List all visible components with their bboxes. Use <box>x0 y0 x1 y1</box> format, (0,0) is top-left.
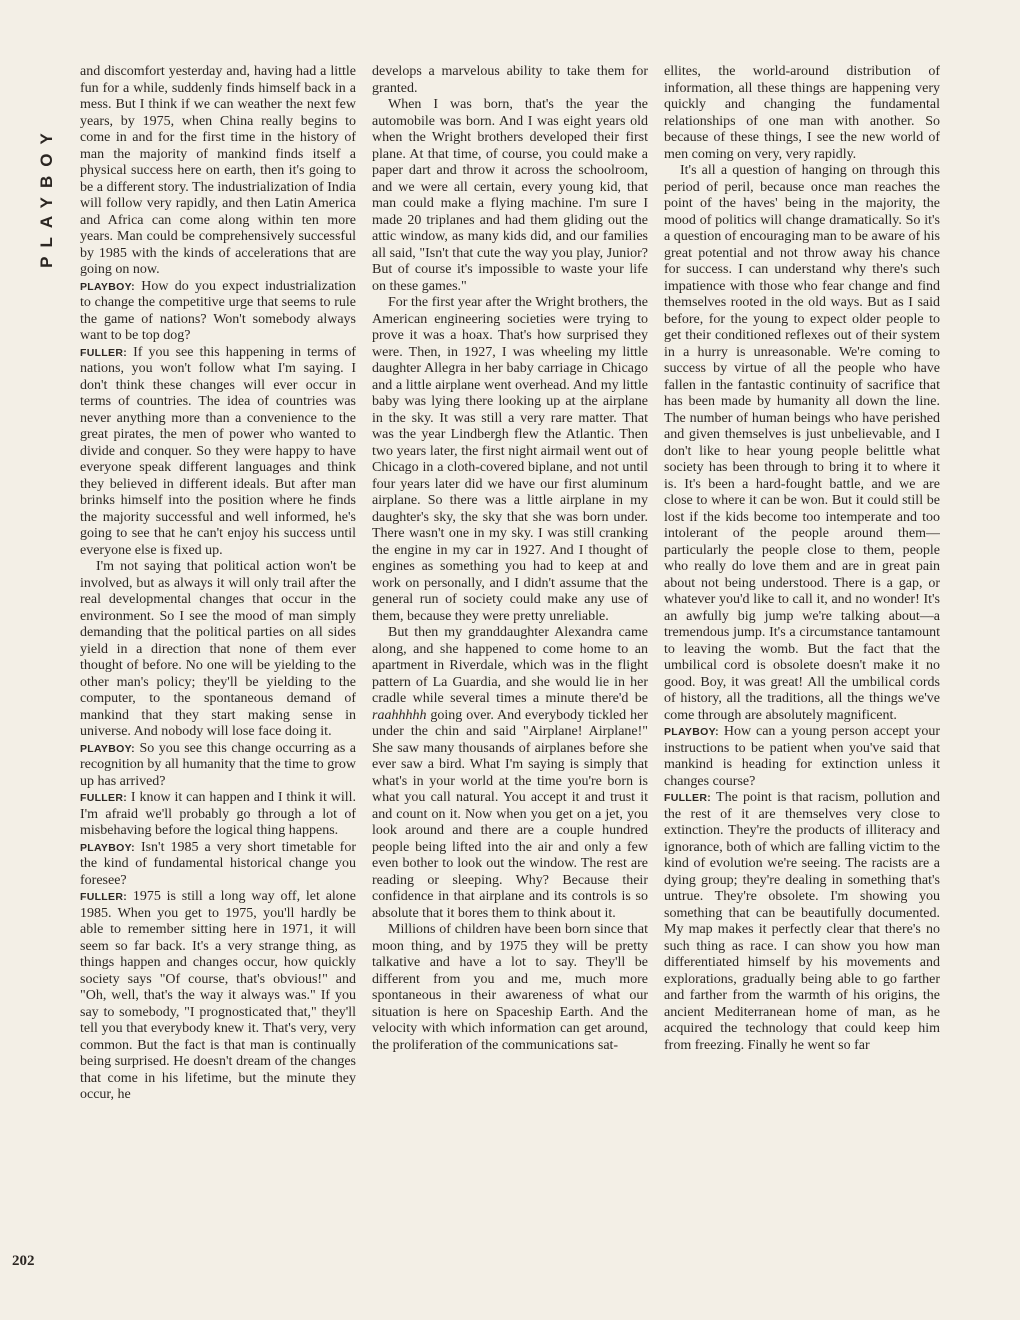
speaker-label: FULLER: <box>80 891 128 903</box>
speaker-label: PLAYBOY: <box>80 841 135 854</box>
column-2 <box>372 64 648 1276</box>
answer-text: The point is that racism, pollution and the rest of it are themselves very close to extinction. They're the products of illiteracy and ignorance, both of which are falling victim to the kind of evolution we're seeing. The racists are a dying group; they're dealing in something that's untrue. They're obsolete. I'm showing you something that can be beautifully documented. My map makes it perfectly clear that there's no such thing as race. I can show you how man differentiated himself by his movements and explorations, gradually being able to go farther and farther from the warmth of his origins, the ancient Mediterranean home of man, as he acquired the technology that could keep him from freezing. Finally he went so far <box>664 790 940 1053</box>
answer-text: If you see this happening in terms of nations, you won't follow what I'm saying. I don't think these changes will ever occur in terms of countries. The idea of countries was never anything more than a convenience to the great pirates, the men of power who wanted to divide and conquer. So they were happy to have everyone speak different languages and think they believed in different ideals. But after man brinks himself into the position where he finds the majority successful and well informed, he's going to see that he can't enjoy his success until everyone else is fixed up. <box>80 344 356 558</box>
question-text: How do you expect industrialization to change the competitive urge that seems to rule the game of nations? Won't somebody always want to be top dog? <box>80 278 356 343</box>
paragraph-text: going over. And everybody tickled her under the chin and said "Airplane! Airplane!" She saw many thousands of airplanes before she ever saw a bird. What I'm saying is simply that what's in your world at the time you're born is what you call natural. You accept it and trust it and count on it. Now when you get on a jet, you look around and there are a couple hundred people being lifted into the air and only a few even bother to look out the window. The rest are reading or sleeping. Why? Because their confidence in that airplane and its controls is so absolute that it bores them to think about it. <box>372 707 648 921</box>
paragraph: I'm not saying that political action won't be involved, but as always it will only trail after the real developmental changes that occur in the environment. So I see the mood of man simply demanding that the political parties on all sides yield in a direction that none of them ever thought of before. No one will be yielding to the other man's policy; they'll be yielding to the computer, to the spontaneous demand of mankind that they start making sense in universe. And nobody will lose face doing it. <box>80 559 356 739</box>
question <box>664 724 940 790</box>
answer-text: 1975 is still a long way off, let alone 1985. When you get to 1975, you'll hardly be able to remember sitting here in 1971, it will seem so far back. It's a very strange thing, as things happen and changes occur, how quickly society says "Of course, that's obvious!" and "Oh, well, that's the way it always was." If you say to somebody, "I prognosticated that," they'll tell you that everybody knew it. That's very, very common. But the fact is that man is continually being surprised. He doesn't dream of the changes that come in his lifetime, but the minute they occur, he <box>80 889 356 1102</box>
paragraph: ellites, the world-around distribution of information, all these things are happening very quickly and changing the fundamental relationships of one man with another. So because of these things, I see the new world of men coming on very, very rapidly. <box>664 64 940 162</box>
paragraph: For the first year after the Wright brothers, the American engineering societies were trying to prove it was a hoax. That's how surprised they were. Then, in 1927, I was wheeling my little daughter Allegra in her baby carriage in Chicago and a little airplane went overhead. And my little baby was lying there looking up at the airplane in the sky. It was still a very rare matter. That was the year Lindbergh flew the Atlantic. Then two years later, the first night airmail went out of Chicago in a cloth-covered biplane, and not until four years later did we have our first aluminum airplane. So there was a little airplane in my daughter's sky, the sky that she was born under. There wasn't one in my sky. I was still cranking the engine in my car in 1927. And I thought of engines as something you had to keep at and work on personally, and I didn't assume that the general run of society could make any use of them, because they were pretty unreliable. <box>372 295 648 624</box>
masthead <box>30 66 64 326</box>
question <box>80 741 356 791</box>
column-1 <box>80 64 356 1276</box>
page-number: 202 <box>12 1253 35 1269</box>
question-text: So you see this change occurring as a recognition by all humanity that the time to grow up has arrived? <box>80 740 356 789</box>
question-text: Isn't 1985 a very short timetable for the kind of fundamental historical change you foresee? <box>80 839 356 888</box>
masthead-title: PLAYBOY <box>37 124 56 268</box>
column-3 <box>664 64 940 1276</box>
question <box>80 279 356 345</box>
answer <box>664 790 940 1054</box>
paragraph: and discomfort yesterday and, having had a little fun for a while, suddenly finds himself back in a mess. But I think if we can weather the next few years, by 1975, when China really begins to come in and for the first time in the history of man the majority of mankind finds itself a physical success here on earth, then it's going to be a different story. The industrialization of India will follow very rapidly, and then Latin America and Africa can come along within ten more years. Man could be comprehensively successful by 1985 with the kinds of accelerations that are going on now. <box>80 64 356 277</box>
answer <box>80 345 356 560</box>
paragraph <box>372 625 648 922</box>
question-text: How can a young person accept your instructions to be patient when you've said that mankind is heading for extinction unless it changes course? <box>664 724 940 789</box>
emphasis-sound: raahhhhh <box>372 707 427 723</box>
speaker-label: FULLER: <box>664 792 712 804</box>
paragraph: It's all a question of hanging on through this period of peril, because once man reaches the point of the haves' being in the majority, the mood of politics will change dramatically. So it's a question of encouraging man to be aware of his great potential and not throw away his chance for success. I can understand why there's such impatience with those who fear change and find themselves rooted in the old ways. But as I said before, for the young to expect older people to get their conditioned reflexes out of their system in a hurry is unreasonable. We're coming to success by virtue of all the people who have fallen in the fantastic continuity of sacrifice that has been made by humanity all down the line. The number of human beings who have perished and given themselves is just unbelievable, and I don't like to hear young people belittle what society has been through to bring it to where it is. It's been a hard-fought battle, and we are close to where it can be won. But it could still be lost if the kids become too intemperate and too intolerant of the people around them—particularly the people close to them, people who really do love them and are in great pain about not being understood. There is a gap, or whatever you'd like to call it, and no wonder! It's an awfully big jump we're talking about—a tremendous jump. It's a circumstance tantamount to leaving the womb. But the fact that the umbilical cord is obsolete doesn't make it no good. Boy, it was great! All the umbilical cords of history, all the traditions, all the things we've come through are absolutely magnificent. <box>664 163 940 723</box>
paragraph-text: But then my granddaughter Alexandra came along, and she happened to come home to an apartment in Riverdale, which was in the flight pattern of La Guardia, and she would lie in her cradle while several times a minute there'd be <box>372 625 648 706</box>
paragraph: develops a marvelous ability to take them for granted. <box>372 64 648 96</box>
speaker-label: PLAYBOY: <box>664 726 719 738</box>
answer <box>80 790 356 840</box>
answer <box>80 889 356 1104</box>
question <box>80 840 356 890</box>
speaker-label: PLAYBOY: <box>80 280 135 293</box>
answer-text: I know it can happen and I think it will. I'm afraid we'll probably go through a lot of misbehaving before the logical thing happens. <box>80 790 356 838</box>
speaker-label: PLAYBOY: <box>80 742 135 755</box>
speaker-label: FULLER: <box>80 792 128 804</box>
speaker-label: FULLER: <box>80 346 128 359</box>
paragraph: Millions of children have been born since that moon thing, and by 1975 they will be pretty talkative and have a lot to say. They'll be different from you and me, much more spontaneous in their awareness of what our situation is here on Spaceship Earth. And the velocity with which information can get around, the proliferation of the communications sat- <box>372 922 648 1053</box>
paragraph: When I was born, that's the year the automobile was born. And I was eight years old when the Wright brothers developed their first plane. At that time, of course, you could make a paper dart and throw it across the schoolroom, and we were all certain, every young kid, that man could make a flying machine. I'm sure I made 20 triplanes and had them gliding out the attic window, as many kids did, and our families all said, "Isn't that cute the way you play, Junior? But of course it's impossible to waste your life on these games." <box>372 97 648 294</box>
